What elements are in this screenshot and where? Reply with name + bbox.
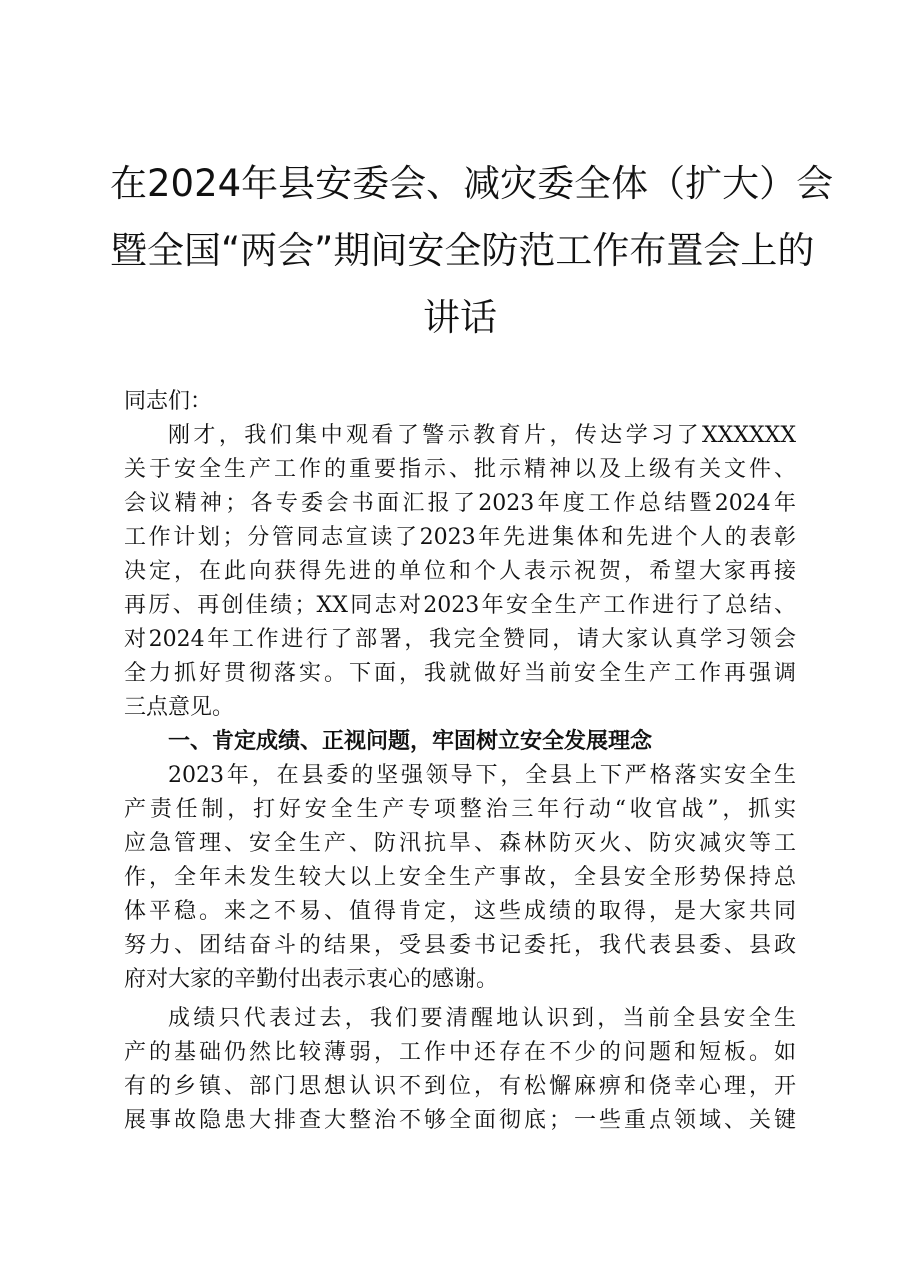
document-title	[110, 150, 834, 351]
paragraph-1-line: 三点意见。	[124, 695, 235, 720]
paragraph-2-line: 产责任制，打好安全生产专项整治三年行动“收官战”，抓实	[124, 797, 796, 822]
paragraph-2-line: 体平稳。来之不易、值得肯定，这些成绩的取得，是大家共同	[124, 899, 796, 924]
paragraph-3-line: 有的乡镇、部门思想认识不到位，有松懈麻痹和侥幸心理，开	[124, 1074, 796, 1099]
paragraph-2-line: 府对大家的辛勤付出表示衷心的感谢。	[124, 967, 499, 992]
paragraph-3-line: 展事故隐患大排查大整治不够全面彻底；一些重点领域、关键	[124, 1108, 796, 1133]
paragraph-2-line: 2023年，在县委的坚强领导下，全县上下严格落实安全生	[168, 763, 796, 788]
paragraph-2-line: 努力、团结奋斗的结果，受县委书记委托，我代表县委、县政	[124, 933, 796, 958]
paragraph-1-line: 会议精神；各专委会书面汇报了2023年度工作总结暨2024年	[124, 491, 796, 516]
paragraph-3	[124, 1002, 796, 1138]
salutation: 同志们：	[124, 389, 213, 414]
title-line-3: 讲话	[423, 296, 497, 339]
paragraph-1-line: 决定，在此向获得先进的单位和个人表示祝贺，希望大家再接	[124, 559, 796, 584]
section-heading-1: 一、肯定成绩、正视问题，牢固树立安全发展理念	[168, 729, 653, 754]
paragraph-3-line: 成绩只代表过去，我们要清醒地认识到，当前全县安全生	[168, 1006, 796, 1031]
title-line-1: 在2024年县安委会、减灾委全体（扩大）会	[110, 162, 834, 205]
document-body	[124, 385, 796, 1138]
paragraph-2-line: 作，全年未发生较大以上安全生产事故，全县安全形势保持总	[124, 865, 796, 890]
paragraph-3-line: 产的基础仍然比较薄弱，工作中还存在不少的问题和短板。如	[124, 1040, 796, 1065]
paragraph-1-line: 关于安全生产工作的重要指示、批示精神以及上级有关文件、	[124, 457, 796, 482]
paragraph-1-line: 刚才，我们集中观看了警示教育片，传达学习了XXXXXX	[168, 423, 796, 448]
paragraph-2	[124, 759, 796, 997]
paragraph-1-line: 再厉、再创佳绩；XX同志对2023年安全生产工作进行了总结、	[124, 593, 796, 618]
paragraph-1-line: 全力抓好贯彻落实。下面，我就做好当前安全生产工作再强调	[124, 661, 796, 686]
title-line-2: 暨全国“两会”期间安全防范工作布置会上的	[110, 229, 815, 272]
paragraph-2-line: 应急管理、安全生产、防汛抗旱、森林防灭火、防灾减灾等工	[124, 831, 796, 856]
paragraph-1-line: 工作计划；分管同志宣读了2023年先进集体和先进个人的表彰	[124, 525, 796, 550]
paragraph-1-line: 对2024年工作进行了部署，我完全赞同，请大家认真学习领会	[124, 627, 796, 652]
paragraph-1	[124, 419, 796, 725]
